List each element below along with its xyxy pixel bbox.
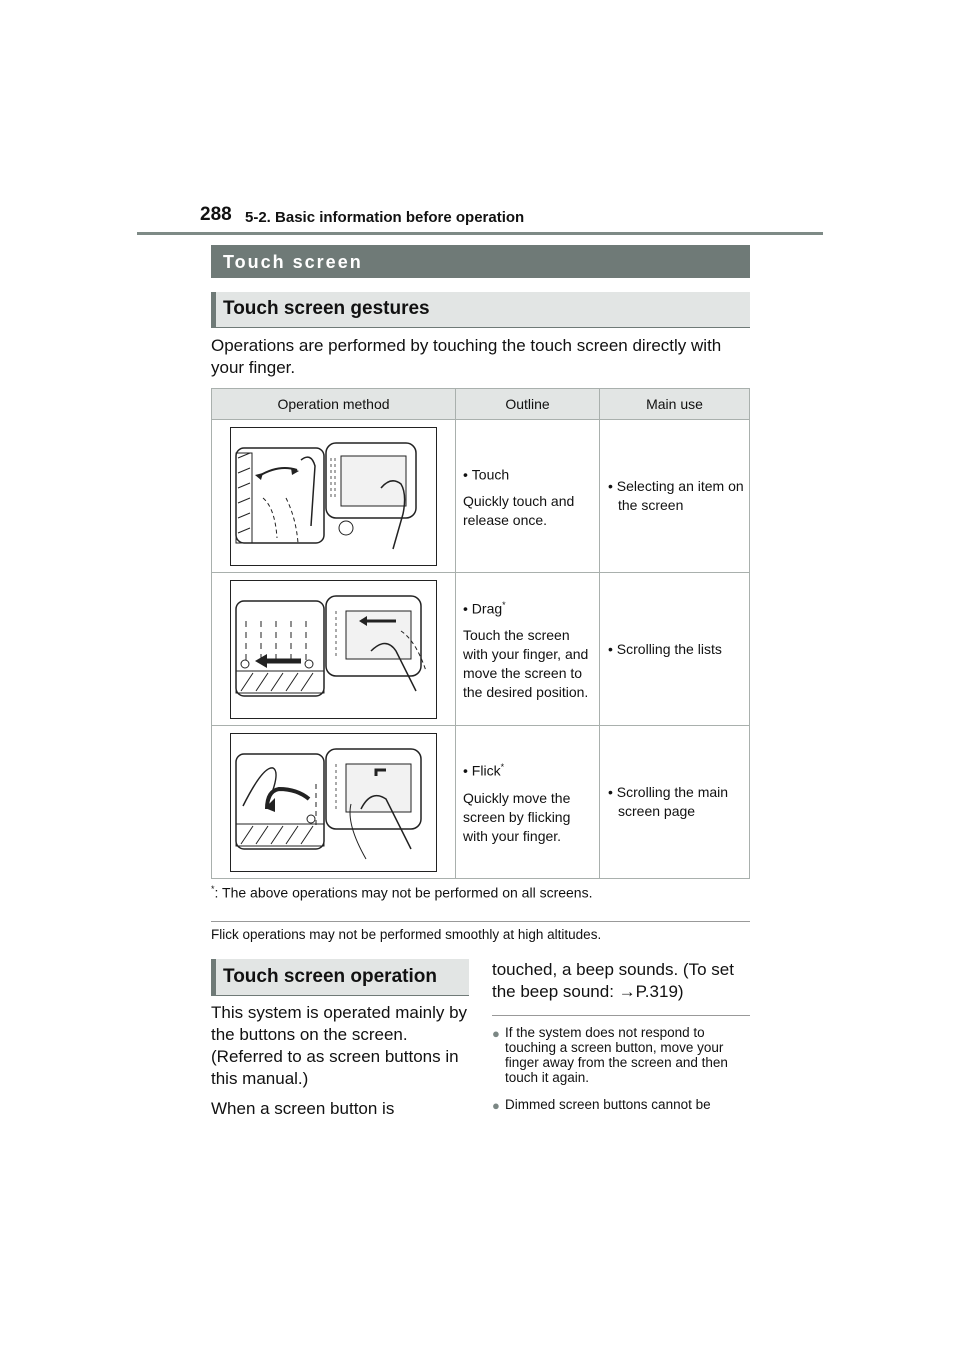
table-footnote	[211, 884, 592, 901]
touch-gesture-illustration	[230, 427, 437, 566]
table-header-row	[212, 389, 750, 420]
operation-body-left	[211, 1002, 471, 1128]
touch-screen-banner: Touch screen	[211, 245, 750, 278]
outline-cell	[456, 726, 600, 879]
tip-item	[492, 1097, 747, 1112]
asterisk-mark: *	[502, 599, 506, 610]
main-use-cell	[600, 726, 750, 879]
outline-cell	[456, 573, 600, 726]
gesture-name: • Flick*	[463, 762, 505, 779]
gesture-label: Drag	[471, 600, 503, 617]
main-use-cell	[600, 573, 750, 726]
footnote-text: : The above operations may not be performed on all screens.	[214, 884, 593, 901]
gesture-name: • Drag*	[463, 599, 506, 617]
tip-text: If the system does not respond to touching a screen button, move your finger away from the screen and then touch it again.	[505, 1025, 728, 1085]
column-header: Outline	[456, 389, 600, 420]
main-use-label: Selecting an item on the screen	[616, 478, 744, 513]
table-row	[212, 420, 750, 573]
gesture-label: Touch	[471, 466, 510, 483]
outline-text: Quickly touch and release once.	[463, 493, 575, 529]
page-number: 288	[200, 204, 232, 225]
outline-text: Touch the screen with your finger, and move the screen to the desired position.	[463, 627, 589, 701]
footnote-asterisk: *	[211, 884, 215, 894]
main-use-text: • Selecting an item on the screen	[608, 478, 744, 513]
main-use-text: • Scrolling the lists	[608, 640, 722, 657]
main-use-label: Scrolling the main screen page	[616, 784, 729, 819]
altitude-note: Flick operations may not be performed smoothly at high altitudes.	[211, 927, 602, 942]
flick-gesture-illustration	[230, 733, 437, 872]
operation-paragraph: This system is operated mainly by the buttons on the screen. (Referred to as screen buttons in this manual.)	[211, 1003, 468, 1088]
table-row	[212, 726, 750, 879]
main-use-label: Scrolling the lists	[616, 640, 722, 657]
tips-divider	[492, 1015, 750, 1016]
gestures-table	[211, 388, 750, 879]
illustration-cell	[212, 420, 456, 573]
operation-paragraph: When a screen button is	[211, 1099, 395, 1118]
column-header: Operation method	[212, 389, 456, 420]
main-use-cell	[600, 420, 750, 573]
intro-paragraph: Operations are performed by touching the touch screen directly with your finger.	[211, 336, 722, 377]
illustration-cell	[212, 573, 456, 726]
tip-bullet-icon: ●	[492, 1026, 500, 1041]
outline-cell	[456, 420, 600, 573]
note-divider	[211, 921, 750, 922]
gesture-label: Flick	[471, 762, 501, 779]
drag-gesture-illustration	[230, 580, 437, 719]
outline-text: Quickly move the screen by flicking with your finger.	[463, 789, 571, 844]
tip-item	[492, 1025, 747, 1085]
tip-bullet-icon: ●	[492, 1098, 500, 1113]
main-use-text: • Scrolling the main screen page	[608, 784, 729, 819]
column-header: Main use	[600, 389, 750, 420]
asterisk-mark: *	[500, 762, 505, 773]
tip-text: Dimmed screen buttons cannot be	[505, 1097, 711, 1112]
illustration-cell	[212, 726, 456, 879]
gestures-subheading: Touch screen gestures	[211, 292, 750, 328]
operation-body-right: touched, a beep sounds. (To set the beep sound: →P.319)	[492, 960, 734, 1001]
header-divider	[137, 232, 823, 235]
operation-subheading: Touch screen operation	[211, 959, 469, 996]
gesture-name: • Touch	[463, 466, 510, 483]
table-row	[212, 573, 750, 726]
section-heading: 5-2. Basic information before operation	[245, 209, 525, 226]
